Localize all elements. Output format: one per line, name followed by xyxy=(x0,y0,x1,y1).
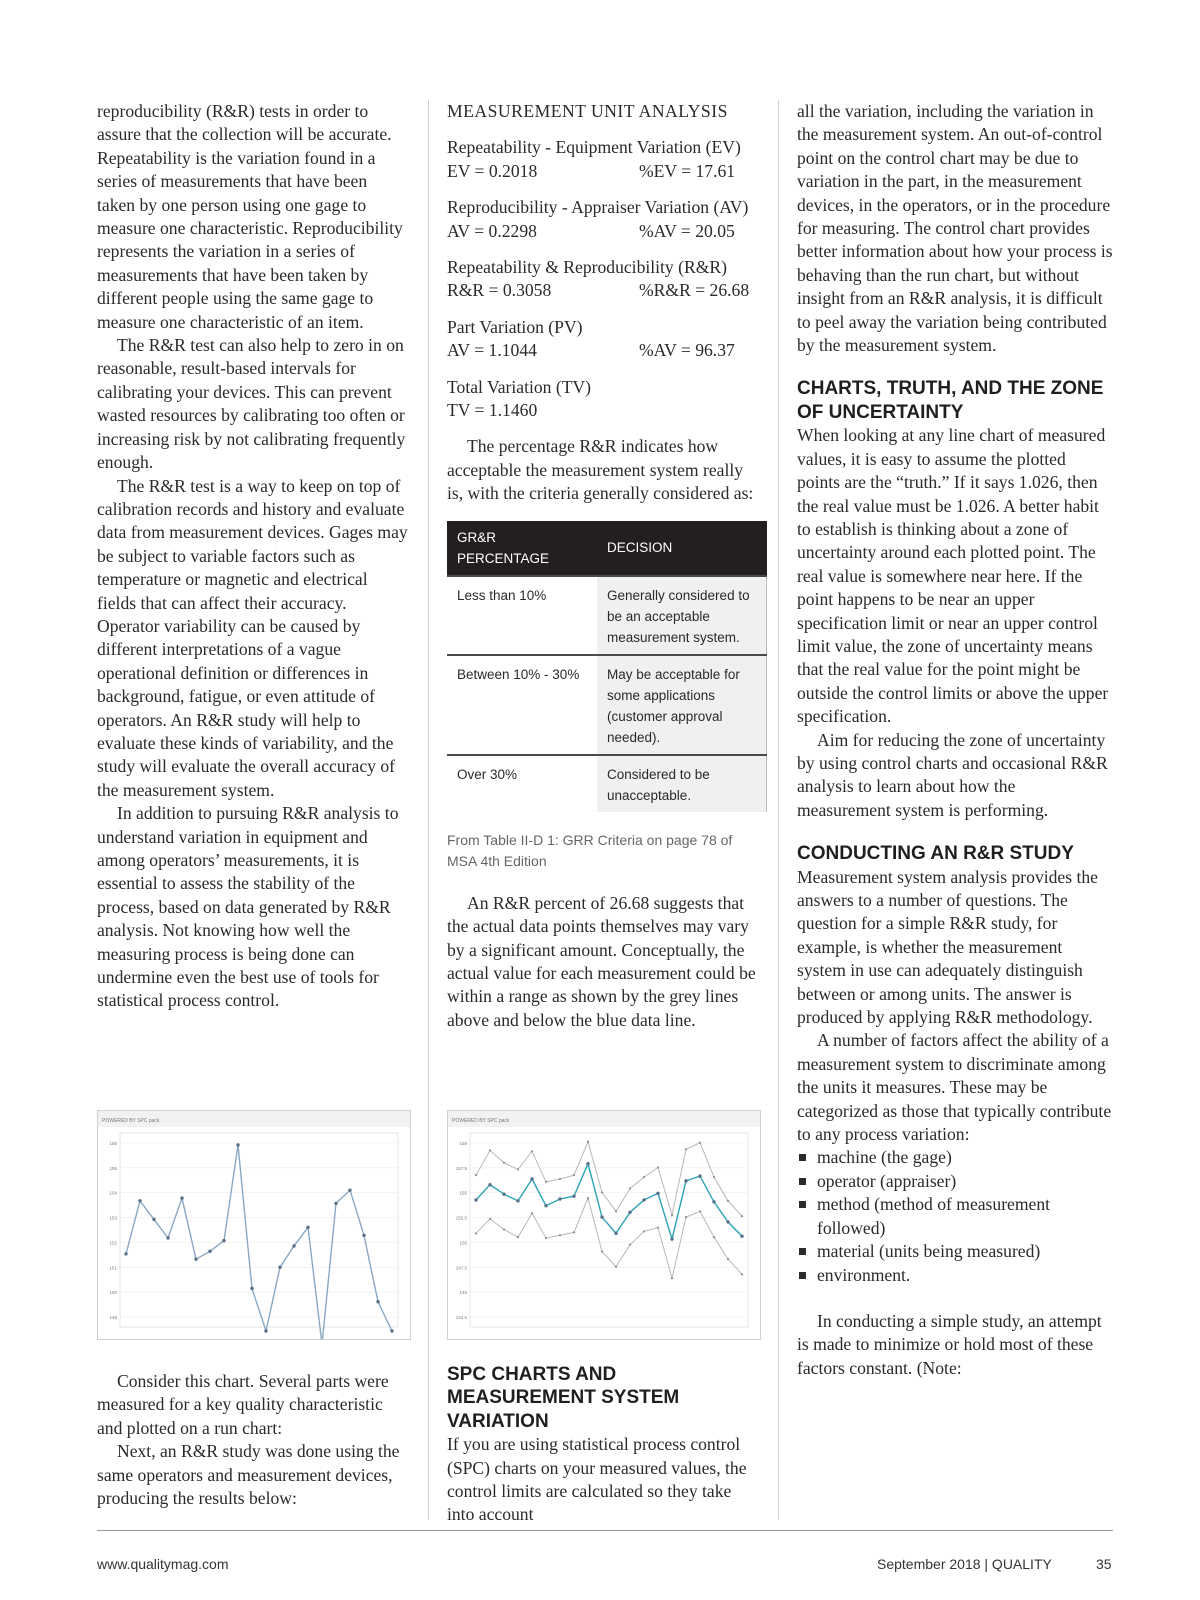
data-point xyxy=(545,1181,547,1183)
col3-paragraph-4: Measurement system analysis provides the answers to a number of questions. The question for a simple R&R study, for example, is whether the measurement system in use can adequately distinguish between or among units. The answer is produced by applying R&R methodology. xyxy=(797,866,1098,1028)
data-point xyxy=(713,1176,715,1178)
grr-decision: May be acceptable for some applications (customer approval needed). xyxy=(597,655,767,755)
mua-block xyxy=(447,196,759,243)
data-point xyxy=(628,1211,631,1214)
y-tick-label: 157.5 xyxy=(455,1165,467,1171)
run-chart xyxy=(97,1110,411,1340)
factor-item: method (method of measurement followed) xyxy=(797,1193,1113,1240)
data-point xyxy=(573,1231,575,1233)
table-caption: From Table II-D 1: GRR Criteria on page 78 of MSA 4th Edition xyxy=(447,831,733,869)
mua-values xyxy=(447,220,759,243)
mua-values xyxy=(447,399,759,422)
col2-paragraph-1: The percentage R&R indicates how acceptable the measurement system really is, with the criteria generally considered as: xyxy=(447,436,754,504)
data-point xyxy=(727,1258,729,1260)
data-point xyxy=(489,1149,491,1151)
data-point xyxy=(362,1234,365,1237)
powered-by-label: POWERED BY SPC pack xyxy=(452,1118,510,1124)
data-point xyxy=(152,1218,155,1221)
data-point xyxy=(517,1168,519,1170)
charts-truth-heading: CHARTS, TRUTH, AND THE ZONE OF UNCERTAINTY xyxy=(797,378,1104,423)
data-point xyxy=(531,1150,533,1152)
data-point xyxy=(194,1258,197,1261)
y-tick-label: 158 xyxy=(459,1141,467,1146)
data-point xyxy=(684,1179,687,1182)
data-point xyxy=(601,1250,603,1252)
data-point xyxy=(488,1183,491,1186)
data-point xyxy=(503,1162,505,1164)
column-divider-1 xyxy=(428,100,429,1520)
factor-item: operator (appraiser) xyxy=(797,1170,1113,1193)
grr-row xyxy=(447,576,767,655)
y-tick-label: 150 xyxy=(459,1240,467,1246)
col2-paragraph-2: An R&R percent of 26.68 suggests that the actual data points themselves may vary by a significant amount. Conceptually, the actual value for each measurement could be within a range as shown by the grey lines above and below the blue data line. xyxy=(447,892,756,1030)
data-point xyxy=(250,1287,253,1290)
mua-label: Repeatability & Reproducibility (R&R) xyxy=(447,257,727,278)
mua-value: AV = 1.1044 xyxy=(447,340,537,361)
mua-percent: %AV = 20.05 xyxy=(639,220,735,241)
footer-issue: September 2018 | QUALITY xyxy=(877,1556,1052,1572)
y-tick-label: 150 xyxy=(109,1290,117,1296)
col1-paragraph-6: Next, an R&R study was done using the same operators and measurement devices, producing the results below: xyxy=(97,1441,400,1509)
measurement-unit-analysis xyxy=(447,136,759,422)
footer-rule xyxy=(97,1530,1113,1531)
data-point xyxy=(586,1162,589,1165)
y-tick-label: 155 xyxy=(109,1165,117,1171)
data-point xyxy=(516,1199,519,1202)
data-point xyxy=(376,1300,379,1303)
y-tick-label: 154 xyxy=(109,1190,117,1196)
mua-values xyxy=(447,339,759,362)
data-point xyxy=(517,1236,519,1238)
y-tick-label: 153 xyxy=(109,1215,117,1221)
col1-paragraph-5: Consider this chart. Several parts were measured for a key quality characteristic and plotted on a run chart: xyxy=(97,1371,389,1438)
data-point xyxy=(741,1215,743,1217)
data-point xyxy=(656,1192,659,1195)
data-point xyxy=(138,1199,141,1202)
grr-decision: Generally considered to be an acceptable measurement system. xyxy=(597,576,767,655)
data-point xyxy=(475,1174,477,1176)
mua-block xyxy=(447,256,759,303)
col3-paragraph-3: Aim for reducing the zone of uncertainty by using control charts and occasional R&R analysis to learn about how the measurement system is performing. xyxy=(797,729,1108,820)
data-point xyxy=(657,1166,659,1168)
y-tick-label: 142.5 xyxy=(455,1315,467,1320)
spc-section-heading: SPC CHARTS AND MEASUREMENT SYSTEM VARIATION xyxy=(447,1364,680,1432)
data-point xyxy=(474,1198,477,1201)
y-tick-label: 155 xyxy=(459,1190,467,1196)
data-point xyxy=(643,1230,645,1232)
mua-value: EV = 0.2018 xyxy=(447,160,538,181)
column-1-bottom xyxy=(97,1370,409,1510)
powered-by-label: POWERED BY SPC pack xyxy=(102,1118,160,1124)
data-point xyxy=(741,1273,743,1275)
mua-label: Repeatability - Equipment Variation (EV) xyxy=(447,137,741,158)
data-point xyxy=(615,1210,617,1212)
mua-label: Part Variation (PV) xyxy=(447,316,583,337)
mua-values xyxy=(447,160,759,183)
uncertainty-chart-svg xyxy=(448,1111,760,1339)
grr-row xyxy=(447,755,767,812)
data-point xyxy=(124,1252,127,1255)
y-tick-label: 149 xyxy=(109,1315,117,1320)
measurement-unit-analysis-title: MEASUREMENT UNIT ANALYSIS xyxy=(447,101,728,121)
data-point xyxy=(629,1187,631,1189)
data-point xyxy=(587,1141,589,1143)
mua-value: TV = 1.1460 xyxy=(447,400,538,421)
data-point xyxy=(264,1329,267,1332)
data-point xyxy=(685,1216,687,1218)
factor-item: machine (the gage) xyxy=(797,1146,1113,1169)
data-point xyxy=(503,1228,505,1230)
col1-paragraph-2: The R&R test can also help to zero in on reasonable, result-based intervals for calibrating your devices. This can prevent wasted resources by calibrating too often or increasing risk by not calibrating frequently enough. xyxy=(97,335,406,473)
data-point xyxy=(614,1232,617,1235)
footer-website: www.qualitymag.com xyxy=(97,1556,229,1572)
plot-area xyxy=(470,1133,748,1327)
col1-paragraph-1: reproducibility (R&R) tests in order to assure that the collection will be accurate. Repeatability is the variation found in a series of measurements that have been taken by one person using one gage to measure one characteristic. Reproducibility represents the variation in a series of measurements that have been taken by different people using the same gage to measure one characteristic of an item. xyxy=(97,101,403,332)
data-point xyxy=(278,1266,281,1269)
run-chart-svg xyxy=(98,1111,410,1339)
mua-value: R&R = 0.3058 xyxy=(447,280,552,301)
data-point xyxy=(671,1277,673,1279)
data-point xyxy=(489,1218,491,1220)
mua-block xyxy=(447,316,759,363)
col3-paragraph-1: all the variation, including the variation in the measurement system. An out-of-control point on the control chart may be due to variation in the part, in the measurement devices, in the operators, or in the procedure for measuring. The control chart provides better information about how your process is behaving than the run chart, but without insight from an R&R analysis, it is difficult to peel away the variation being contributed by the measurement system. xyxy=(797,101,1113,356)
mua-label: Reproducibility - Appraiser Variation (AV) xyxy=(447,197,749,218)
mua-label: Total Variation (TV) xyxy=(447,376,592,397)
data-point xyxy=(629,1244,631,1246)
grr-decision: Considered to be unacceptable. xyxy=(597,755,767,812)
uncertainty-chart xyxy=(447,1110,761,1340)
data-point xyxy=(643,1176,645,1178)
y-tick-label: 152.5 xyxy=(455,1215,467,1221)
data-point xyxy=(600,1215,603,1218)
grr-header-percentage: GR&R PERCENTAGE xyxy=(447,521,597,576)
data-point xyxy=(559,1178,561,1180)
data-point xyxy=(671,1214,673,1216)
col3-paragraph-6: In conducting a simple study, an attempt is made to minimize or hold most of these factors constant. (Note: xyxy=(797,1310,1102,1378)
factor-item: environment. xyxy=(797,1264,1113,1287)
column-2 xyxy=(447,100,759,1032)
grr-percentage: Between 10% - 30% xyxy=(447,655,597,755)
column-1 xyxy=(97,100,409,1013)
grr-row xyxy=(447,655,767,755)
factors-list xyxy=(797,1146,1113,1286)
data-point xyxy=(558,1197,561,1200)
data-point xyxy=(699,1210,701,1212)
data-point xyxy=(657,1227,659,1229)
data-point xyxy=(348,1188,351,1191)
data-point xyxy=(601,1191,603,1193)
grr-percentage: Less than 10% xyxy=(447,576,597,655)
col1-paragraph-3: The R&R test is a way to keep on top of calibration records and history and evaluate data from measurement devices. Gages may be subject to variable factors such as temperature or magnetic and electrical fields that can affect their accuracy. Operator variability can be caused by different interpretations of a vague operational definition or differences in background, fatigue, or even attitude of operators. An R&R study will help to evaluate these kinds of variability, and the study will evaluate the overall accuracy of the measurement system. xyxy=(97,475,408,800)
y-tick-label: 151 xyxy=(109,1265,117,1271)
data-point xyxy=(573,1174,575,1176)
data-point xyxy=(531,1212,533,1214)
column-divider-2 xyxy=(778,100,779,1520)
mua-percent: %EV = 17.61 xyxy=(639,160,736,181)
factor-item: material (units being measured) xyxy=(797,1240,1113,1263)
conducting-study-heading: CONDUCTING AN R&R STUDY xyxy=(797,843,1074,865)
mua-percent: %R&R = 26.68 xyxy=(639,280,750,301)
data-point xyxy=(390,1329,393,1332)
data-point xyxy=(544,1204,547,1207)
data-point xyxy=(670,1237,673,1240)
mua-block xyxy=(447,136,759,183)
data-point xyxy=(712,1200,715,1203)
mua-value: AV = 0.2298 xyxy=(447,220,537,241)
page-number: 35 xyxy=(1096,1556,1112,1572)
col1-paragraph-4: In addition to pursuing R&R analysis to understand variation in equipment and among operators’ measurements, it is essential to assess the stability of the process, based on data generated by R&R analysis. Not knowing how well the measuring process is being done can undermine even the best use of tools for statistical process control. xyxy=(97,803,399,1011)
column-3 xyxy=(797,100,1113,1380)
data-point xyxy=(698,1174,701,1177)
data-point xyxy=(180,1196,183,1199)
mua-percent: %AV = 96.37 xyxy=(639,340,735,361)
mua-block xyxy=(447,376,759,423)
data-point xyxy=(587,1197,589,1199)
y-tick-label: 152 xyxy=(109,1240,117,1246)
col3-paragraph-5: A number of factors affect the ability of a measurement system to discriminate among the units it measures. These may be categorized as those that typically contribute to any process variation: xyxy=(797,1030,1112,1145)
col3-paragraph-2: When looking at any line chart of measured values, it is easy to assume the plotted points are the “truth.” If it says 1.026, then the real value must be 1.026. A better habit to establish is thinking about a zone of uncertainty around each plotted point. The real value is somewhere near here. If the point happens to be near an upper specification limit or near an upper control limit value, the zone of uncertainty means that the real value for the point might be outside the control limits or above the upper specification. xyxy=(797,425,1109,727)
data-point xyxy=(685,1148,687,1150)
data-point xyxy=(713,1236,715,1238)
data-point xyxy=(208,1250,211,1253)
y-tick-label: 147.5 xyxy=(455,1265,467,1271)
data-point xyxy=(615,1266,617,1268)
data-point xyxy=(726,1220,729,1223)
y-tick-label: 156 xyxy=(109,1141,117,1146)
data-point xyxy=(502,1193,505,1196)
data-point xyxy=(475,1232,477,1234)
y-tick-label: 145 xyxy=(459,1290,467,1296)
data-point xyxy=(236,1143,239,1146)
data-point xyxy=(699,1142,701,1144)
mua-values xyxy=(447,279,759,302)
data-point xyxy=(292,1244,295,1247)
data-point xyxy=(740,1235,743,1238)
data-point xyxy=(530,1177,533,1180)
data-point xyxy=(334,1202,337,1205)
data-point xyxy=(222,1239,225,1242)
data-point xyxy=(727,1200,729,1202)
col2-paragraph-3: If you are using statistical process control (SPC) charts on your measured values, the control limits are calculated so they take into account xyxy=(447,1434,747,1525)
grr-percentage: Over 30% xyxy=(447,755,597,812)
data-point xyxy=(166,1236,169,1239)
grr-header-decision: DECISION xyxy=(597,521,767,576)
data-point xyxy=(545,1237,547,1239)
data-point xyxy=(642,1198,645,1201)
data-point xyxy=(572,1194,575,1197)
grr-criteria-table xyxy=(447,521,767,812)
column-2-bottom xyxy=(447,1363,759,1527)
data-point xyxy=(306,1226,309,1229)
data-point xyxy=(559,1234,561,1236)
